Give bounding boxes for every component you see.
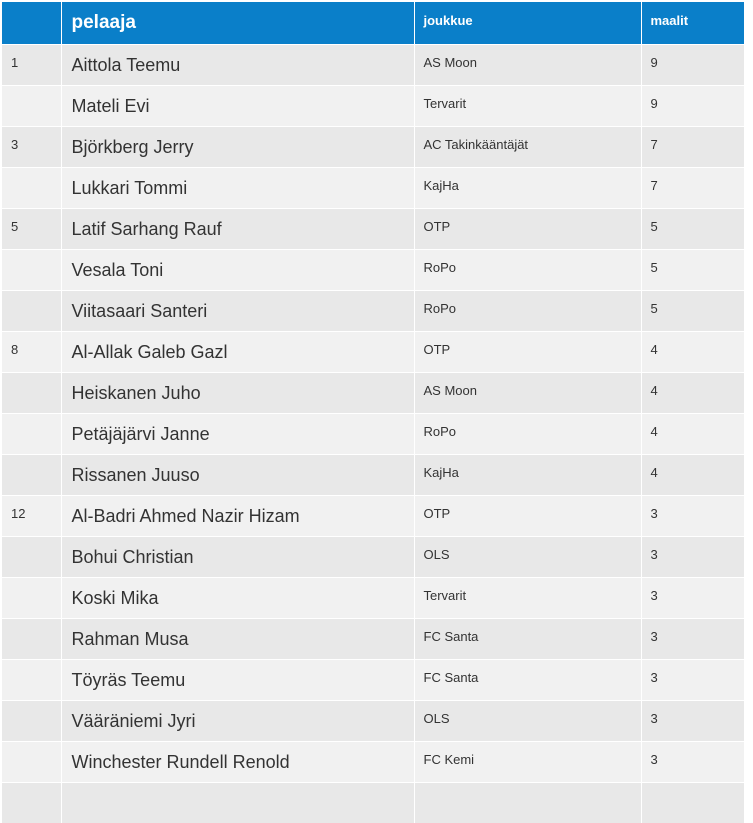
goals-cell: 4 [641,372,744,413]
table-row [2,249,744,290]
goals-cell: 3 [641,618,744,659]
goals-cell: 3 [641,536,744,577]
rank-cell: 8 [2,331,61,372]
player-cell: Petäjäjärvi Janne [61,413,414,454]
goals-cell: 4 [641,413,744,454]
rank-cell [2,618,61,659]
rank-cell [2,659,61,700]
team-cell: RoPo [414,413,641,454]
player-cell: Al-Badri Ahmed Nazir Hizam [61,495,414,536]
goals-cell: 3 [641,577,744,618]
team-cell: KajHa [414,167,641,208]
goals-cell: 4 [641,331,744,372]
cut-cell [61,782,414,823]
rank-cell: 5 [2,208,61,249]
rank-cell [2,249,61,290]
team-cell: AS Moon [414,372,641,413]
team-cell: OLS [414,536,641,577]
table-row [2,413,744,454]
table-row [2,454,744,495]
table-row [2,126,744,167]
team-cell: KajHa [414,454,641,495]
table-row [2,659,744,700]
header-team[interactable]: joukkue [414,2,641,44]
player-cell: Al-Allak Galeb Gazl [61,331,414,372]
player-cell: Heiskanen Juho [61,372,414,413]
player-cell: Rahman Musa [61,618,414,659]
player-cell: Lukkari Tommi [61,167,414,208]
team-cell: Tervarit [414,85,641,126]
table-row [2,618,744,659]
goals-cell: 4 [641,454,744,495]
team-cell: OTP [414,331,641,372]
rank-cell [2,372,61,413]
table-row [2,44,744,85]
team-cell: OTP [414,208,641,249]
table-header-row [2,2,744,44]
team-cell: RoPo [414,249,641,290]
table-row [2,85,744,126]
team-cell: RoPo [414,290,641,331]
table-row [2,167,744,208]
player-cell: Latif Sarhang Rauf [61,208,414,249]
goals-cell: 3 [641,495,744,536]
goals-cell: 5 [641,290,744,331]
table-body [2,44,744,823]
header-rank [2,2,61,44]
rank-cell: 3 [2,126,61,167]
rank-cell [2,413,61,454]
team-cell: AS Moon [414,44,641,85]
team-cell: AC Takinkääntäjät [414,126,641,167]
player-cell: Töyräs Teemu [61,659,414,700]
player-cell: Bohui Christian [61,536,414,577]
team-cell: Tervarit [414,577,641,618]
rank-cell [2,454,61,495]
player-cell: Aittola Teemu [61,44,414,85]
player-cell: Mateli Evi [61,85,414,126]
header-goals[interactable]: maalit [650,13,689,28]
player-cell: Björkberg Jerry [61,126,414,167]
header-player[interactable]: pelaaja [61,2,414,44]
team-cell: FC Kemi [414,741,641,782]
team-cell: OTP [414,495,641,536]
team-cell: FC Santa [414,659,641,700]
rank-cell: 12 [2,495,61,536]
player-cell: Vesala Toni [61,249,414,290]
goals-cell: 3 [641,741,744,782]
rank-cell: 1 [2,44,61,85]
rank-cell [2,85,61,126]
cut-cell [2,782,61,823]
goals-cell: 5 [641,249,744,290]
rank-cell [2,700,61,741]
cut-cell [641,782,744,823]
goals-cell: 3 [641,700,744,741]
team-cell: OLS [414,700,641,741]
goals-cell: 3 [641,659,744,700]
player-cell: Winchester Rundell Renold [61,741,414,782]
table-row [2,372,744,413]
cut-cell [414,782,641,823]
goals-cell: 9 [641,85,744,126]
table-row-cut-off [2,782,744,823]
goals-cell: 7 [641,126,744,167]
goals-cell: 5 [641,208,744,249]
rank-cell [2,167,61,208]
rank-cell [2,741,61,782]
scorers-table [2,2,744,823]
player-cell: Koski Mika [61,577,414,618]
scorers-table-container [2,2,744,823]
table-row [2,741,744,782]
table-row [2,700,744,741]
rank-cell [2,290,61,331]
table-row [2,290,744,331]
player-cell: Rissanen Juuso [61,454,414,495]
table-row [2,536,744,577]
rank-cell [2,577,61,618]
goals-cell: 9 [641,44,744,85]
rank-cell [2,536,61,577]
player-cell: Viitasaari Santeri [61,290,414,331]
player-cell: Vääräniemi Jyri [61,700,414,741]
table-row [2,208,744,249]
team-cell: FC Santa [414,618,641,659]
table-row [2,495,744,536]
table-row [2,331,744,372]
goals-cell: 7 [641,167,744,208]
table-row [2,577,744,618]
